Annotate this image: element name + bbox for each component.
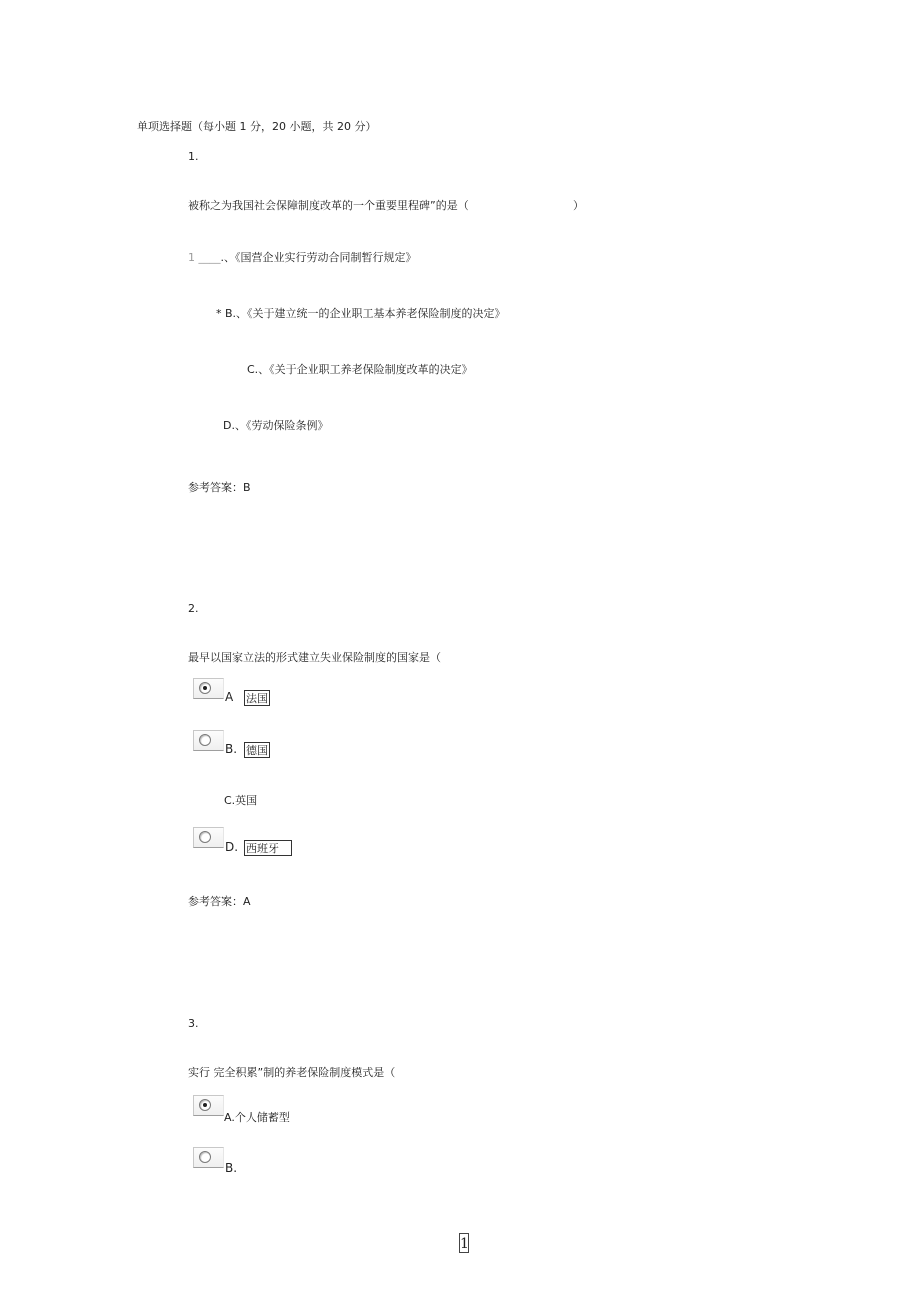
question-1-option-d[interactable]	[223, 420, 328, 431]
option-c-text: 、《关于企业职工养老保险制度改革的决定》	[258, 363, 473, 376]
question-1-option-a[interactable]	[188, 252, 417, 263]
question-2-stem: 最早以国家立法的形式建立失业保险制度的国家是（	[188, 651, 441, 664]
question-1-option-c[interactable]	[247, 364, 473, 375]
question-2-radio-b[interactable]	[193, 730, 224, 751]
option-b-prefix: * B.	[216, 307, 237, 320]
question-2-option-c[interactable]: C.英国	[224, 794, 258, 807]
page-number: 1	[459, 1233, 469, 1253]
question-1-stem: 被称之为我国社会保障制度改革的一个重要里程碑”的是（	[188, 199, 469, 212]
question-3-stem: 实行 完全积累”制的养老保险制度模式是（	[188, 1066, 396, 1079]
option-d-text: 、《劳动保险条例》	[234, 419, 329, 432]
option-a-prefix: 1 ____	[188, 251, 221, 264]
question-2-radio-d[interactable]	[193, 827, 224, 848]
radio-unselected-icon	[199, 1151, 211, 1163]
question-2-option-d-letter: D.	[225, 840, 239, 854]
radio-selected-icon	[199, 1099, 211, 1111]
option-a-text: .、《国营企业实行劳动合同制暂行规定》	[220, 251, 417, 264]
option-b-text: 、《关于建立统一的企业职工基本养老保险制度的决定》	[236, 307, 506, 320]
option-a-letter: A.	[224, 1111, 235, 1124]
question-2-option-a-letter: A	[225, 690, 234, 704]
question-3-number: 3.	[188, 1017, 199, 1030]
radio-unselected-icon	[199, 831, 211, 843]
question-3-option-b-letter: B.	[225, 1161, 238, 1175]
question-1-stem-close: ）	[573, 199, 584, 212]
question-2-option-b-letter: B.	[225, 742, 238, 756]
option-d-prefix: D.	[223, 419, 235, 432]
question-2-option-b-label[interactable]: 德国	[246, 744, 268, 757]
section-header: 单项选择题（每小题 1 分，20 小题，共 20 分）	[137, 120, 377, 133]
option-a-text: 个人储蓄型	[234, 1111, 290, 1124]
question-2-number: 2.	[188, 602, 199, 615]
question-1-option-b[interactable]	[216, 308, 506, 319]
question-3-radio-a[interactable]	[193, 1095, 224, 1116]
question-1-answer: 参考答案：B	[188, 481, 251, 494]
question-2-option-d-label[interactable]: 西班牙	[244, 840, 292, 856]
question-3-option-a[interactable]	[224, 1112, 290, 1123]
question-3-radio-b[interactable]	[193, 1147, 224, 1168]
question-2-radio-a[interactable]	[193, 678, 224, 699]
option-c-prefix: C.	[247, 363, 259, 376]
radio-unselected-icon	[199, 734, 211, 746]
question-2-option-a-label[interactable]: 法国	[246, 692, 268, 705]
question-2-answer: 参考答案：A	[188, 895, 251, 908]
radio-selected-icon	[199, 682, 211, 694]
question-1-number: 1.	[188, 150, 199, 163]
